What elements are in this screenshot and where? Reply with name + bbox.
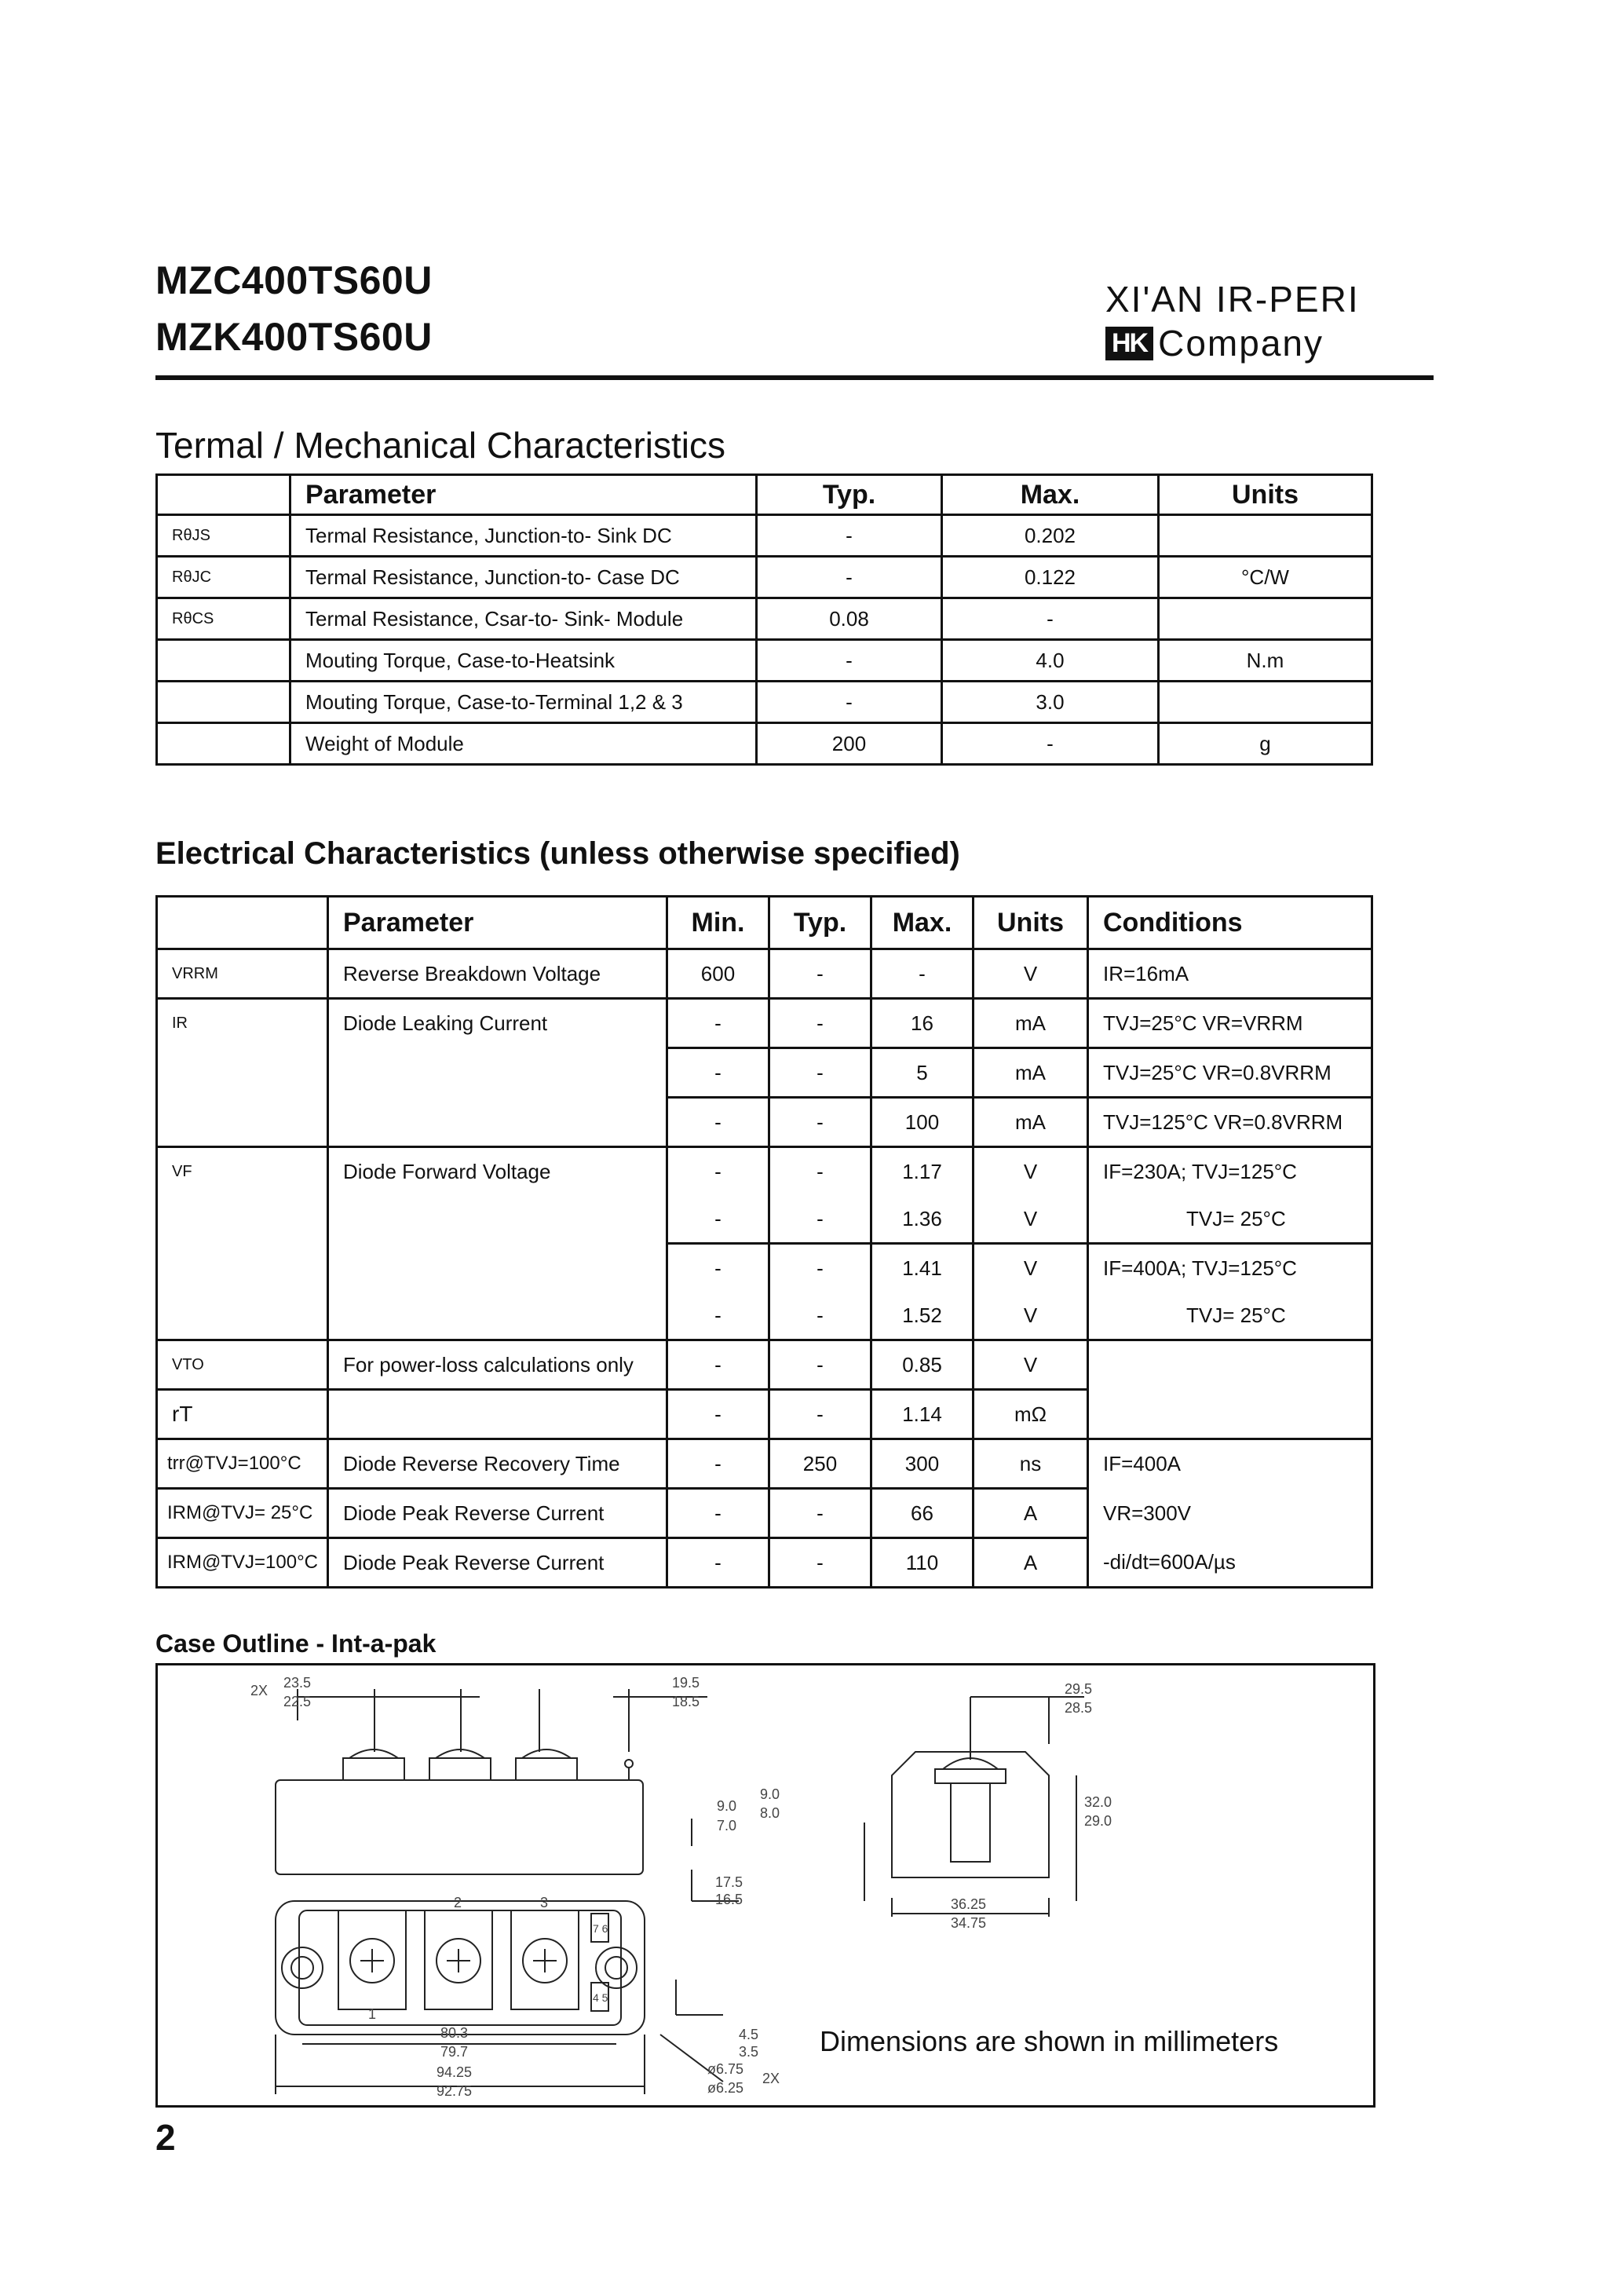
typ-cell: - xyxy=(757,515,942,557)
thermal-header-row xyxy=(157,475,1372,515)
table-row xyxy=(157,598,1372,640)
company-word: Company xyxy=(1158,323,1324,364)
dim-label: 94.25 xyxy=(437,2064,473,2080)
conditions-cell xyxy=(1088,1390,1372,1439)
table-row xyxy=(157,1292,1372,1340)
company-logo xyxy=(1105,322,1324,364)
parameter-cell: Reverse Breakdown Voltage xyxy=(328,949,667,999)
symbol-cell: RθJS xyxy=(157,515,290,557)
units-cell: g xyxy=(1159,723,1372,765)
parameter-cell: Termal Resistance, Junction-to- Sink DC xyxy=(290,515,757,557)
parameter-cell xyxy=(328,1195,667,1244)
table-row xyxy=(157,515,1372,557)
dim-label: 36.25 xyxy=(951,1896,987,1912)
units-cell: V xyxy=(974,1292,1088,1340)
parameter-cell: Diode Reverse Recovery Time xyxy=(328,1439,667,1489)
units-cell: mA xyxy=(974,1048,1088,1098)
dim-label: 92.75 xyxy=(437,2083,473,2099)
parameter-cell: Diode Peak Reverse Current xyxy=(328,1489,667,1538)
table-row xyxy=(157,1048,1372,1098)
dim-label: 3.5 xyxy=(739,2044,759,2060)
conditions-cell: IF=230A; TVJ=125°C xyxy=(1088,1147,1372,1196)
table-row xyxy=(157,682,1372,723)
conditions-cell: IR=16mA xyxy=(1088,949,1372,999)
dim-label: 2X xyxy=(250,1683,269,1698)
electrical-table xyxy=(155,895,1373,1589)
min-cell: - xyxy=(667,1439,769,1489)
parameter-cell xyxy=(328,1390,667,1439)
typ-cell: - xyxy=(769,1195,871,1244)
typ-cell: - xyxy=(769,1292,871,1340)
max-cell: - xyxy=(942,598,1159,640)
dim-label: 17.5 xyxy=(715,1874,743,1890)
symbol-cell: trr@TVJ=100°C xyxy=(157,1439,328,1489)
parameter-cell: Weight of Module xyxy=(290,723,757,765)
symbol-cell: VF xyxy=(157,1147,328,1196)
dim-label: 18.5 xyxy=(672,1694,700,1709)
table-row xyxy=(157,1439,1372,1489)
min-cell: - xyxy=(667,1098,769,1147)
parameter-cell xyxy=(328,1098,667,1147)
units-cell: N.m xyxy=(1159,640,1372,682)
units-cell: V xyxy=(974,1340,1088,1390)
units-cell: V xyxy=(974,1147,1088,1196)
header-cell: Max. xyxy=(871,897,974,949)
page-number: 2 xyxy=(155,2117,176,2158)
symbol-cell: RθCS xyxy=(157,598,290,640)
min-cell: - xyxy=(667,1244,769,1292)
terminal-stud xyxy=(429,1758,491,1780)
header-cell xyxy=(157,897,328,949)
parameter-cell: Diode Forward Voltage xyxy=(328,1147,667,1196)
typ-cell: - xyxy=(769,1340,871,1390)
typ-cell: - xyxy=(769,1147,871,1196)
max-cell: 110 xyxy=(871,1538,974,1588)
conditions-cell: TVJ=25°C VR=0.8VRRM xyxy=(1088,1048,1372,1098)
module-side-body xyxy=(276,1780,643,1874)
parameter-cell: For power-loss calculations only xyxy=(328,1340,667,1390)
dim-label: 2X xyxy=(762,2071,780,2086)
min-cell: - xyxy=(667,1390,769,1439)
parameter-cell: Mouting Torque, Case-to-Heatsink xyxy=(290,640,757,682)
module-top-body xyxy=(276,1901,645,2035)
max-cell: 1.52 xyxy=(871,1292,974,1340)
symbol-cell xyxy=(157,1244,328,1292)
conditions-cell: TVJ= 25°C xyxy=(1088,1292,1372,1340)
units-cell: mA xyxy=(974,1098,1088,1147)
thermal-table xyxy=(155,473,1373,766)
max-cell: - xyxy=(871,949,974,999)
conditions-cell: TVJ=25°C VR=VRRM xyxy=(1088,999,1372,1048)
max-cell: 1.17 xyxy=(871,1147,974,1196)
units-cell: mΩ xyxy=(974,1390,1088,1439)
dim-label: 79.7 xyxy=(440,2044,469,2060)
min-cell: - xyxy=(667,1292,769,1340)
dim-label: 22.5 xyxy=(283,1694,312,1709)
conditions-cell: TVJ=125°C VR=0.8VRRM xyxy=(1088,1098,1372,1147)
max-cell: 16 xyxy=(871,999,974,1048)
max-cell: 66 xyxy=(871,1489,974,1538)
parameter-cell xyxy=(328,1244,667,1292)
units-cell: ns xyxy=(974,1439,1088,1489)
typ-cell: - xyxy=(769,999,871,1048)
electrical-title: Electrical Characteristics (unless otherwise specified) xyxy=(155,836,960,871)
electrical-header-row xyxy=(157,897,1372,949)
conditions-cell xyxy=(1088,1340,1372,1390)
terminal-number: 1 xyxy=(368,2006,377,2022)
dim-label: 7.0 xyxy=(717,1818,737,1834)
dim-label: 8.0 xyxy=(760,1805,780,1821)
header-cell: Parameter xyxy=(328,897,667,949)
max-cell: 1.36 xyxy=(871,1195,974,1244)
table-row xyxy=(157,723,1372,765)
symbol-cell xyxy=(157,1195,328,1244)
symbol-cell xyxy=(157,1048,328,1098)
case-outline-title: Case Outline - Int-a-pak xyxy=(155,1629,437,1658)
max-cell: 300 xyxy=(871,1439,974,1489)
conditions-cell: TVJ= 25°C xyxy=(1088,1195,1372,1244)
header-cell xyxy=(157,475,290,515)
symbol-cell: IRM@TVJ= 25°C xyxy=(157,1489,328,1538)
max-cell: - xyxy=(942,723,1159,765)
table-row xyxy=(157,1244,1372,1292)
dimensions-note: Dimensions are shown in millimeters xyxy=(820,2025,1279,2057)
typ-cell: - xyxy=(769,949,871,999)
table-row xyxy=(157,640,1372,682)
typ-cell: 200 xyxy=(757,723,942,765)
typ-cell: 0.08 xyxy=(757,598,942,640)
module-end-view xyxy=(892,1752,1049,1877)
table-row xyxy=(157,1195,1372,1244)
dim-label: 32.0 xyxy=(1084,1794,1112,1810)
conditions-cell: VR=300V xyxy=(1088,1489,1372,1538)
symbol-cell xyxy=(157,1292,328,1340)
conditions-cell: -di/dt=600A/µs xyxy=(1088,1538,1372,1588)
units-cell xyxy=(1159,598,1372,640)
pin-number: 7 6 xyxy=(593,1922,608,1935)
company-logo-badge: HK xyxy=(1105,327,1153,360)
table-row xyxy=(157,1489,1372,1538)
symbol-cell: IRM@TVJ=100°C xyxy=(157,1538,328,1588)
pin-number: 4 5 xyxy=(593,1991,608,2004)
max-cell: 100 xyxy=(871,1098,974,1147)
typ-cell: 250 xyxy=(769,1439,871,1489)
dim-label: ø6.75 xyxy=(707,2061,744,2077)
symbol-cell: VRRM xyxy=(157,949,328,999)
table-row xyxy=(157,1147,1372,1196)
header-cell: Min. xyxy=(667,897,769,949)
symbol-cell xyxy=(157,640,290,682)
header-rule xyxy=(155,375,1434,380)
table-row xyxy=(157,1390,1372,1439)
dim-label: 9.0 xyxy=(717,1798,737,1814)
symbol-cell xyxy=(157,682,290,723)
typ-cell: - xyxy=(769,1489,871,1538)
table-row xyxy=(157,557,1372,598)
max-cell: 0.85 xyxy=(871,1340,974,1390)
header-cell: Units xyxy=(1159,475,1372,515)
header-cell: Typ. xyxy=(769,897,871,949)
min-cell: - xyxy=(667,1195,769,1244)
header-cell: Typ. xyxy=(757,475,942,515)
max-cell: 1.14 xyxy=(871,1390,974,1439)
min-cell: - xyxy=(667,1147,769,1196)
symbol-cell: VTO xyxy=(157,1340,328,1390)
dim-label: 19.5 xyxy=(672,1675,700,1691)
units-cell: A xyxy=(974,1538,1088,1588)
max-cell: 1.41 xyxy=(871,1244,974,1292)
units-cell: V xyxy=(974,1244,1088,1292)
mount-hole xyxy=(282,1947,323,1988)
symbol-cell xyxy=(157,723,290,765)
table-row xyxy=(157,1538,1372,1588)
dim-label: 34.75 xyxy=(951,1915,987,1931)
terminal-number: 2 xyxy=(454,1895,462,1910)
typ-cell: - xyxy=(769,1390,871,1439)
min-cell: - xyxy=(667,999,769,1048)
dim-label: 29.0 xyxy=(1084,1813,1112,1829)
units-cell xyxy=(1159,682,1372,723)
symbol-cell: RθJC xyxy=(157,557,290,598)
parameter-cell: Termal Resistance, Junction-to- Case DC xyxy=(290,557,757,598)
typ-cell: - xyxy=(769,1048,871,1098)
max-cell: 3.0 xyxy=(942,682,1159,723)
table-row xyxy=(157,949,1372,999)
typ-cell: - xyxy=(769,1244,871,1292)
symbol-cell: rT xyxy=(157,1390,328,1439)
dim-label: 23.5 xyxy=(283,1675,312,1691)
dim-label: 29.5 xyxy=(1065,1681,1093,1697)
min-cell: 600 xyxy=(667,949,769,999)
thermal-title: Termal / Mechanical Characteristics xyxy=(155,425,726,466)
symbol-cell xyxy=(157,1098,328,1147)
terminal-stud xyxy=(343,1758,404,1780)
header-cell: Max. xyxy=(942,475,1159,515)
parameter-cell: Termal Resistance, Csar-to- Sink- Module xyxy=(290,598,757,640)
units-cell: °C/W xyxy=(1159,557,1372,598)
table-row xyxy=(157,1098,1372,1147)
min-cell: - xyxy=(667,1489,769,1538)
dim-label: 9.0 xyxy=(760,1786,780,1802)
symbol-cell: IR xyxy=(157,999,328,1048)
model-number-2: MZK400TS60U xyxy=(155,315,433,359)
max-cell: 5 xyxy=(871,1048,974,1098)
units-cell: V xyxy=(974,1195,1088,1244)
units-cell xyxy=(1159,515,1372,557)
min-cell: - xyxy=(667,1048,769,1098)
dim-label: 80.3 xyxy=(440,2025,469,2041)
header-cell: Units xyxy=(974,897,1088,949)
table-row xyxy=(157,1340,1372,1390)
dim-label: 16.5 xyxy=(715,1892,743,1907)
pin-head xyxy=(625,1760,633,1768)
conditions-cell: IF=400A; TVJ=125°C xyxy=(1088,1244,1372,1292)
parameter-cell: Diode Leaking Current xyxy=(328,999,667,1048)
table-row xyxy=(157,999,1372,1048)
max-cell: 0.202 xyxy=(942,515,1159,557)
dim-label: 4.5 xyxy=(739,2027,759,2042)
dim-label: ø6.25 xyxy=(707,2080,744,2096)
terminal-dome xyxy=(522,1749,571,1758)
typ-cell: - xyxy=(757,557,942,598)
units-cell: A xyxy=(974,1489,1088,1538)
parameter-cell xyxy=(328,1292,667,1340)
max-cell: 4.0 xyxy=(942,640,1159,682)
parameter-cell: Diode Peak Reverse Current xyxy=(328,1538,667,1588)
terminal-number: 3 xyxy=(540,1895,549,1910)
dim-label: 28.5 xyxy=(1065,1700,1093,1716)
typ-cell: - xyxy=(769,1538,871,1588)
max-cell: 0.122 xyxy=(942,557,1159,598)
typ-cell: - xyxy=(757,640,942,682)
parameter-cell: Mouting Torque, Case-to-Terminal 1,2 & 3 xyxy=(290,682,757,723)
units-cell: mA xyxy=(974,999,1088,1048)
conditions-cell: IF=400A xyxy=(1088,1439,1372,1489)
header-cell: Parameter xyxy=(290,475,757,515)
parameter-cell xyxy=(328,1048,667,1098)
units-cell: V xyxy=(974,949,1088,999)
typ-cell: - xyxy=(769,1098,871,1147)
header-cell: Conditions xyxy=(1088,897,1372,949)
min-cell: - xyxy=(667,1538,769,1588)
company-name: XI'AN IR-PERI xyxy=(1105,279,1360,320)
case-outline-drawing xyxy=(155,1663,1375,2108)
min-cell: - xyxy=(667,1340,769,1390)
model-number-1: MZC400TS60U xyxy=(155,258,433,302)
typ-cell: - xyxy=(757,682,942,723)
terminal-stud xyxy=(516,1758,577,1780)
